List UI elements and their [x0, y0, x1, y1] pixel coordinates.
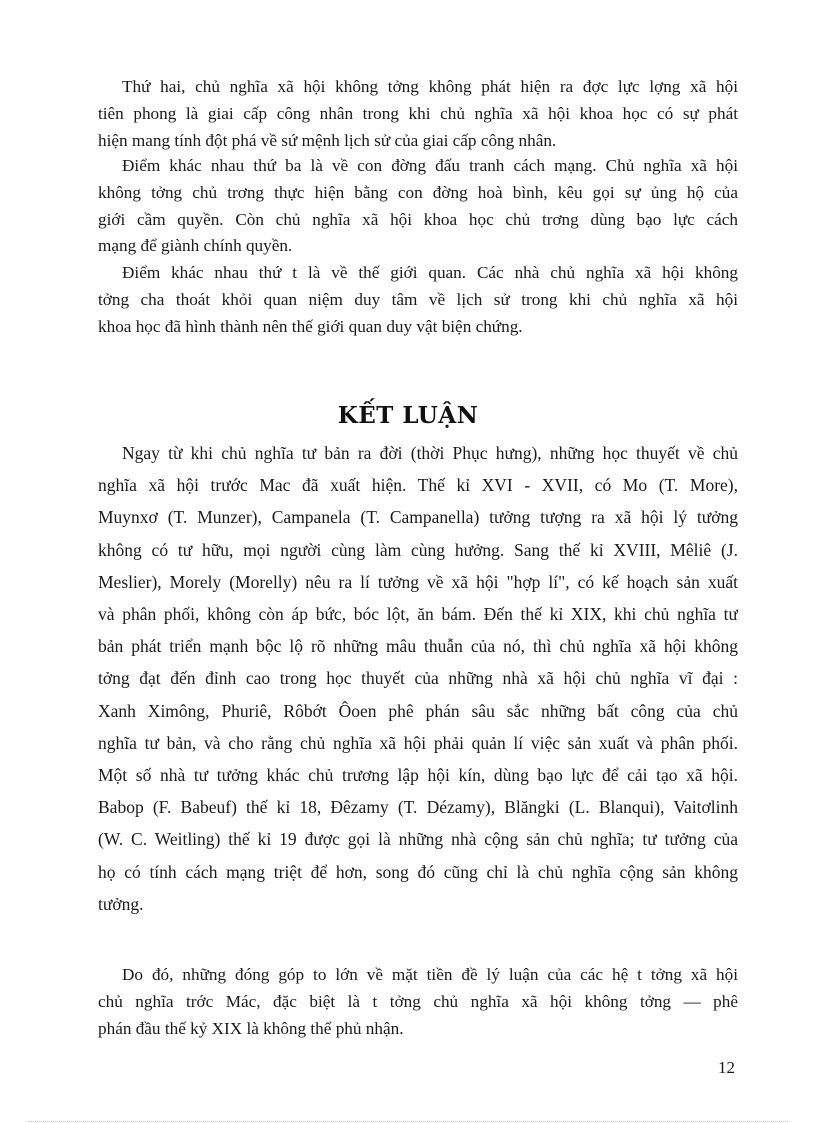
text-line: khoa học đã hình thành nên thế giới quan duy vật biện chứng.	[98, 316, 523, 336]
paragraph-closing	[98, 962, 738, 1042]
text-line: nghĩa xã hội trước Mac đã xuất hiện. Thế kỉ XVI - XVII, có Mo (T. More),	[98, 475, 738, 496]
text-line: Xanh Ximông, Phuriê, Rôbớt Ôoen phê phán sâu sắc những bất công của chủ	[98, 700, 738, 721]
text-line: giới cầm quyền. Còn chủ nghĩa xã hội khoa học chủ trơng dùng bạo lực cách	[98, 209, 738, 229]
text-line: không có tư hữu, mọi người cùng làm cùng hưởng. Sang thế kỉ XVIII, Mêliê (J.	[98, 539, 738, 560]
text-line: Điểm khác nhau thứ ba là về con đờng đấu tranh cách mạng. Chủ nghĩa xã hội	[122, 156, 738, 175]
text-line: họ có tính cách mạng triệt để hơn, song đó cũng chỉ là chủ nghĩa cộng sản không	[98, 861, 738, 882]
text-line: (W. C. Weitling) thế kỉ 19 được gọi là những nhà cộng sản chủ nghĩa; tư tưởng của	[98, 829, 738, 850]
text-line: Ngay từ khi chủ nghĩa tư bản ra đời (thời Phục hưng), những học thuyết về chủ	[122, 443, 738, 463]
paragraph-conclusion	[98, 437, 738, 920]
page-number: 12	[718, 1058, 735, 1077]
text-line: tưởng.	[98, 893, 144, 914]
text-line: tởng đạt đến đỉnh cao trong học thuyết của những nhà xã hội chủ nghĩa vĩ đại :	[98, 668, 738, 689]
text-line: Meslier), Morely (Morelly) nêu ra lí tưởng về xã hội "hợp lí", có kế hoạch sản xuất	[98, 571, 738, 592]
text-line: tởng cha thoát khỏi quan niệm duy tâm về lịch sử trong khi chủ nghĩa xã hội	[98, 289, 738, 309]
text-line: phán đầu thế kỷ XIX là không thể phủ nhận.	[98, 1018, 404, 1038]
paragraph-worldview	[98, 260, 738, 340]
paragraph-revolution-path	[98, 153, 738, 260]
text-line: Một số nhà tư tưởng khác chủ trương lập hội kín, dùng bạo lực để cải tạo xã hội.	[98, 765, 738, 786]
text-line: bản phát triển mạnh bộc lộ rõ những mâu thuẫn của nó, thì chủ nghĩa xã hội không	[98, 636, 738, 657]
text-line: Babop (F. Babeuf) thế kỉ 18, Đêzamy (T. Dézamy), Blăngki (L. Blanqui), Vaitơlinh	[98, 797, 738, 818]
text-line: không tởng chủ trơng thực hiện bằng con đờng hoà bình, kêu gọi sự ủng hộ của	[98, 182, 738, 202]
text-line: chủ nghĩa trớc Mác, đặc biệt là t tởng chủ nghĩa xã hội không tởng — phê	[98, 991, 738, 1011]
text-line: Do đó, những đóng góp to lớn về mặt tiền đề lý luận của các hệ t tởng xã hội	[122, 965, 738, 984]
text-line: mạng để giành chính quyền.	[98, 236, 293, 256]
section-heading: KẾT LUẬN	[337, 402, 479, 429]
text-line: Thứ hai, chủ nghĩa xã hội không tởng không phát hiện ra đợc lực lợng xã hội	[122, 77, 738, 96]
text-line: tiên phong là giai cấp công nhân trong khi chủ nghĩa xã hội khoa học có sự phát	[98, 103, 738, 123]
text-line: Điểm khác nhau thứ t là về thế giới quan. Các nhà chủ nghĩa xã hội không	[122, 263, 738, 282]
page-bottom-divider	[28, 1121, 788, 1122]
text-line: và phân phối, không còn áp bức, bóc lột, ăn bám. Đến thế kỉ XIX, khi chủ nghĩa tư	[98, 604, 738, 625]
paragraph-utopian-class	[98, 74, 738, 154]
text-line: Muynxơ (T. Munzer), Campanela (T. Campanella) tưởng tượng ra xã hội lý tưởng	[98, 507, 738, 528]
text-line: hiện mang tính đột phá về sứ mệnh lịch sử của giai cấp công nhân.	[98, 130, 557, 150]
text-line: nghĩa tư bản, và cho rằng chủ nghĩa xã hội phải quản lí việc sản xuất và phân phối.	[98, 732, 738, 753]
